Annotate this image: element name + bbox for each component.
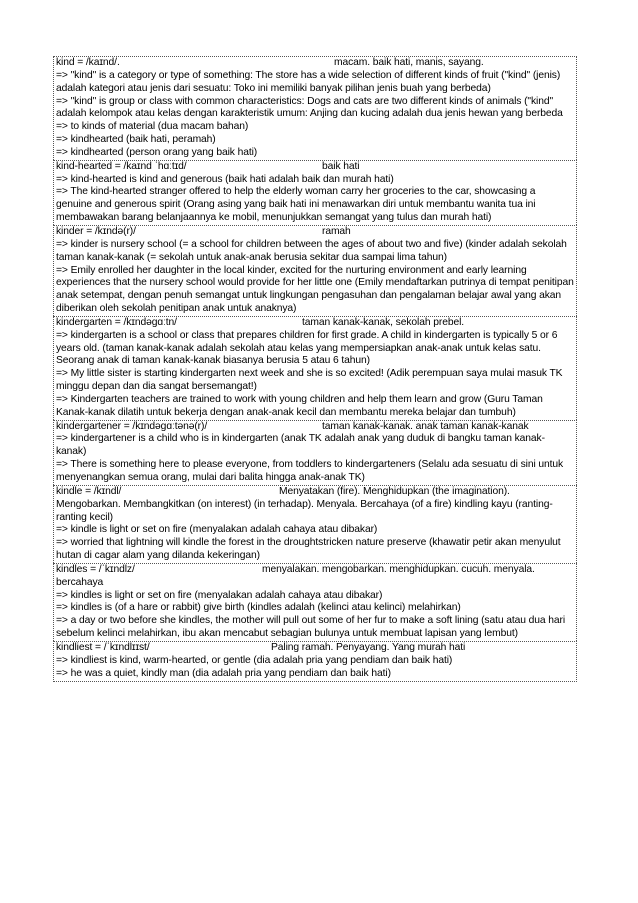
headword: kindergartener = /kɪndəgɑːtənə(r)/ xyxy=(56,420,208,432)
entry-header xyxy=(56,226,574,239)
headword: kind = /kaɪnd/. xyxy=(56,57,120,68)
entry-kinder xyxy=(53,225,577,316)
definition-line: => My little sister is starting kindergarten next week and she is so excited! (Adik perempuan saya mulai masuk TK minggu depan dan dia sangat bersemangat!) xyxy=(56,368,563,393)
definition-line: => kindles is (of a hare or rabbit) give birth (kindles adalah (kelinci atau kelinci) melahirkan) xyxy=(56,602,461,614)
definition-line: => "kind" is group or class with common characteristics: Dogs and cats are two different kinds of animals ("kind" adalah kelompok atau kelas dengan karakteristik umum: Anjing dan kucing adalah dua jenis hewan yang berbeda xyxy=(56,95,563,120)
meaning: Paling ramah. Penyayang. Yang murah hati xyxy=(271,641,466,653)
definition-line: => kindle is light or set on fire (menyalakan adalah cahaya atau dibakar) xyxy=(56,524,378,536)
entry-kind-hearted xyxy=(53,160,577,225)
entry-header xyxy=(56,57,574,70)
definition-line: => a day or two before she kindles, the mother will pull out some of her fur to make a soft lining (satu atau dua hari sebelum kelinci melahirkan, ibu akan mencabut sebagian bulunya untuk membuat lapisan yang lembut) xyxy=(56,615,566,640)
definition-line: => There is something here to please everyone, from toddlers to kindergarteners (Selalu ada sesuatu di sini untuk menyenangkan semua orang, mulai dari balita hingga anak-anak TK) xyxy=(56,459,564,483)
meaning: baik hati xyxy=(322,160,360,172)
entry-kindergarten xyxy=(53,316,577,420)
meaning: Menyatakan (fire). Menghidupkan (the imagination). xyxy=(279,485,510,497)
definition-line: => kindergarten is a school or class that prepares children for first grade. A child in kindergarten is typically 5 or 6 years old. (taman kanak-kanak adalah sekolah atau kelas yang mempersiapkan anak-anak untuk kelas satu. Seorang anak di taman kanak-kanak biasanya berusia 5 atau 6 tahun) xyxy=(56,329,558,367)
definition-line: Mengobarkan. Membangkitkan (on interest) (in terhadap). Menyala. Bercahaya (of a fire) kindling kayu (ranting-ranting kecil) xyxy=(56,498,553,523)
entry-kind xyxy=(53,56,577,160)
definition-line: => kinder is nursery school (= a school for children between the ages of about two and five) (kinder adalah sekolah taman kanak-kanak (= sekolah untuk anak-anak berusia sekitar dua sampai lima tahun) xyxy=(56,238,567,263)
headword: kindles = /ˈkɪndlz/ xyxy=(56,563,135,575)
entry-header xyxy=(56,421,574,434)
entry-kindergartener xyxy=(53,420,577,485)
definition-line: => Kindergarten teachers are trained to work with young children and help them learn and grow (Guru Taman Kanak-kanak dilatih untuk bekerja dengan anak-anak kecil dan membantu mereka belajar dan tumbuh) xyxy=(56,393,543,418)
entry-header xyxy=(56,317,574,330)
definition-line: => kindhearted (person orang yang baik hati) xyxy=(56,146,258,158)
entry-kindle xyxy=(53,485,577,563)
definition-line: => kindhearted (baik hati, peramah) xyxy=(56,134,216,146)
entry-header xyxy=(56,642,574,655)
entry-kindles xyxy=(53,563,577,641)
entry-header xyxy=(56,161,574,174)
entry-kindliest xyxy=(53,641,577,682)
meaning: taman kanak-kanak. anak taman kanak-kanak xyxy=(322,420,529,432)
definition-line: => The kind-hearted stranger offered to help the elderly woman carry her groceries to the car, showcasing a genuine and generous spirit (Orang asing yang baik hati ini menawarkan diri untuk membantu wanita tua ini membawakan barang belanjaannya ke mobil, menunjukkan semangat yang tulus dan murah hati) xyxy=(56,186,536,224)
entry-header xyxy=(56,486,574,499)
definition-line: => he was a quiet, kindly man (dia adalah pria yang pendiam dan baik hati) xyxy=(56,667,391,679)
headword: kindergarten = /kɪndəgɑːtn/ xyxy=(56,316,177,328)
definition-line: => to kinds of material (dua macam bahan) xyxy=(56,121,249,133)
definition-line: => "kind" is a category or type of something: The store has a wide selection of different kinds of fruit ("kind" (jenis) adalah kategori atau jenis dari sesuatu: Toko ini memiliki banyak pilihan jenis buah yang berbeda) xyxy=(56,69,561,94)
headword: kindliest = /ˈkɪndlɪɪst/ xyxy=(56,641,150,653)
definition-line: => kindliest is kind, warm-hearted, or gentle (dia adalah pria yang pendiam dan baik hati) xyxy=(56,654,453,666)
definition-line: bercahaya xyxy=(56,576,104,588)
meaning: macam. baik hati, manis, sayang. xyxy=(334,57,484,68)
headword: kindle = /kɪndl/ xyxy=(56,485,122,497)
definition-line: => kind-hearted is kind and generous (baik hati adalah baik dan murah hati) xyxy=(56,173,394,185)
meaning: ramah xyxy=(322,225,351,237)
meaning: taman kanak-kanak, sekolah prebel. xyxy=(302,316,465,328)
definition-line: => kindles is light or set on fire (menyalakan adalah cahaya atau dibakar) xyxy=(56,589,383,601)
meaning: menyalakan. mengobarkan. menghidupkan. cucuh. menyala. xyxy=(262,563,535,575)
definition-line: => kindergartener is a child who is in kindergarten (anak TK adalah anak yang duduk di bangku taman kanak-kanak) xyxy=(56,433,545,458)
headword: kind-hearted = /kaɪnd ˈhɑːtɪd/ xyxy=(56,160,187,172)
definition-line: => Emily enrolled her daughter in the local kinder, excited for the nurturing environment and early learning experiences that the nursery school would provide for her little one (Emily mendaftarkan putrinya di tempat penitipan anak setempat, dengan penuh semangat untuk lingkungan pengasuhan dan pengalaman belajar awal yang akan diberikan oleh sekolah penitipan anak untuk anaknya) xyxy=(56,264,574,315)
entry-header xyxy=(56,564,574,577)
definition-line: => worried that lightning will kindle the forest in the droughtstricken nature preserve (khawatir petir akan menyulut hutan di cagar alam yang dilanda kekeringan) xyxy=(56,537,561,562)
headword: kinder = /kɪndə(r)/ xyxy=(56,225,136,237)
dictionary-page xyxy=(53,56,577,682)
